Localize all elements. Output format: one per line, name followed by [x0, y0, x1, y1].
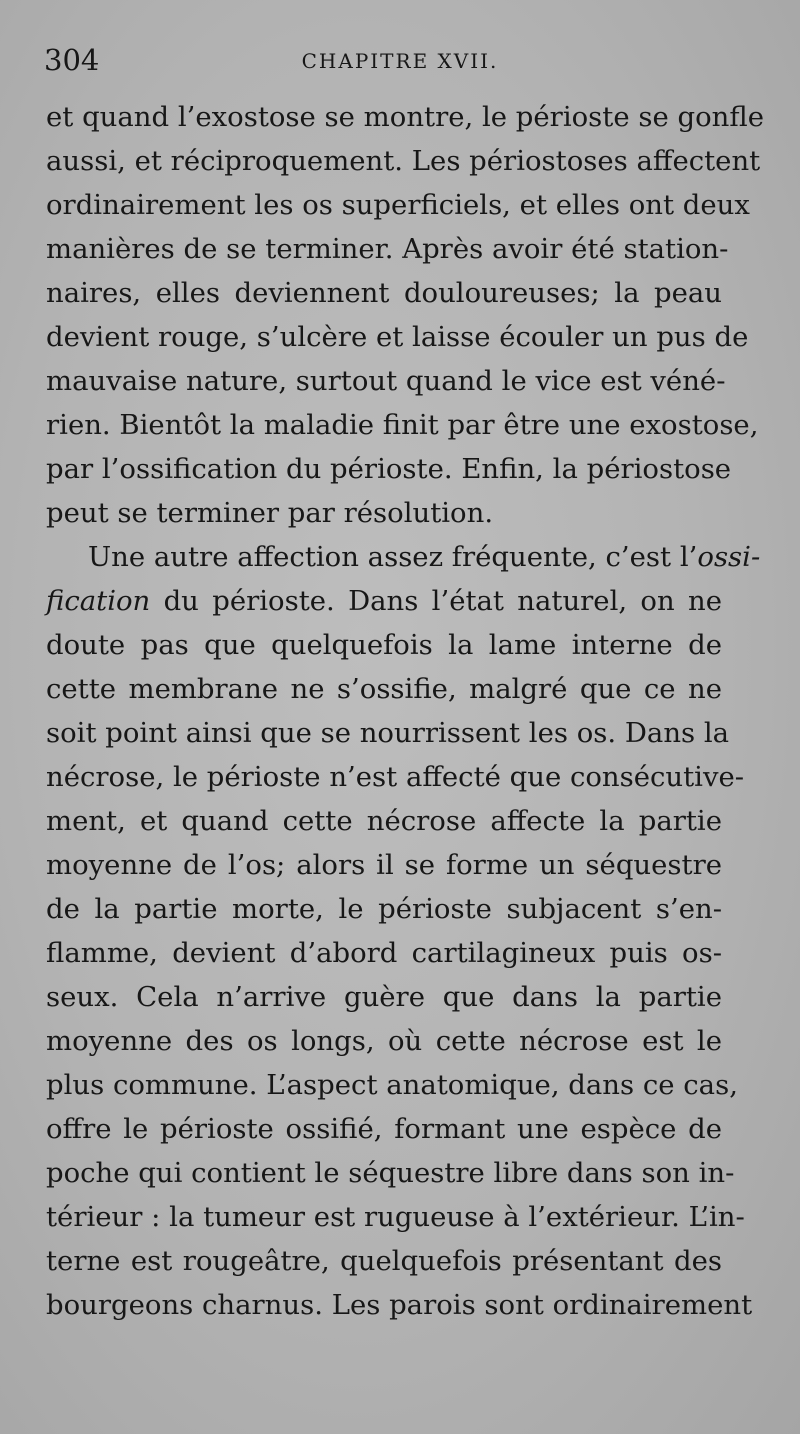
text-line: aussi, et réciproquement. Les périostoses affectent — [46, 145, 761, 177]
text-line: seux. Cela n’arrive guère que dans la partie — [46, 981, 722, 1013]
text-line: soit point ainsi que se nourrissent les os. Dans la — [46, 717, 730, 749]
text-line: de la partie morte, le périoste subjacent s’en- — [46, 893, 722, 925]
text-span: du périoste. Dans l’état naturel, on ne — [150, 585, 722, 617]
text-line: mauvaise nature, surtout quand le vice est véné- — [46, 365, 726, 397]
text-line: moyenne des os longs, où cette nécrose est le — [46, 1025, 722, 1057]
text-line: ordinairement les os superficiels, et elles ont deux — [46, 189, 750, 221]
paragraph-start-line — [88, 537, 761, 577]
text-line: bourgeons charnus. Les parois sont ordinairement — [46, 1289, 753, 1321]
text-line: naires, elles deviennent douloureuses; la peau — [46, 277, 722, 309]
text-span: Une autre affection assez fréquente, c’est l’ — [88, 541, 698, 573]
text-line: par l’ossification du périoste. Enfin, la périostose — [46, 453, 732, 485]
text-line: peut se terminer par résolution. — [46, 497, 494, 529]
text-line: ment, et quand cette nécrose affecte la partie — [46, 805, 722, 837]
text-line: nécrose, le périoste n’est affecté que consécutive- — [46, 761, 745, 793]
text-line: devient rouge, s’ulcère et laisse écouler un pus de — [46, 321, 749, 353]
italic-term: fication — [46, 585, 151, 617]
page-number: 304 — [44, 43, 100, 77]
text-line: cette membrane ne s’ossifie, malgré que ce ne — [46, 673, 722, 705]
text-line: térieur : la tumeur est rugueuse à l’extérieur. L’in- — [46, 1201, 745, 1233]
text-line: doute pas que quelquefois la lame interne de — [46, 629, 722, 661]
running-head: CHAPITRE XVII. — [301, 49, 499, 73]
text-line: manières de se terminer. Après avoir été station- — [46, 233, 729, 265]
text-line: poche qui contient le séquestre libre dans son in- — [46, 1157, 735, 1189]
text-line: moyenne de l’os; alors il se forme un séquestre — [46, 849, 722, 881]
text-line: terne est rougeâtre, quelquefois présentant des — [46, 1245, 722, 1277]
text-line: offre le périoste ossifié, formant une espèce de — [46, 1113, 722, 1145]
text-line: flamme, devient d’abord cartilagineux puis os- — [46, 937, 722, 969]
text-line: plus commune. L’aspect anatomique, dans ce cas, — [46, 1069, 738, 1101]
text-line: rien. Bientôt la maladie finit par être une exostose, — [46, 409, 759, 441]
text-line: et quand l’exostose se montre, le périoste se gonfle — [46, 101, 764, 133]
italic-term: ossi- — [697, 541, 761, 573]
text-line — [46, 581, 722, 621]
